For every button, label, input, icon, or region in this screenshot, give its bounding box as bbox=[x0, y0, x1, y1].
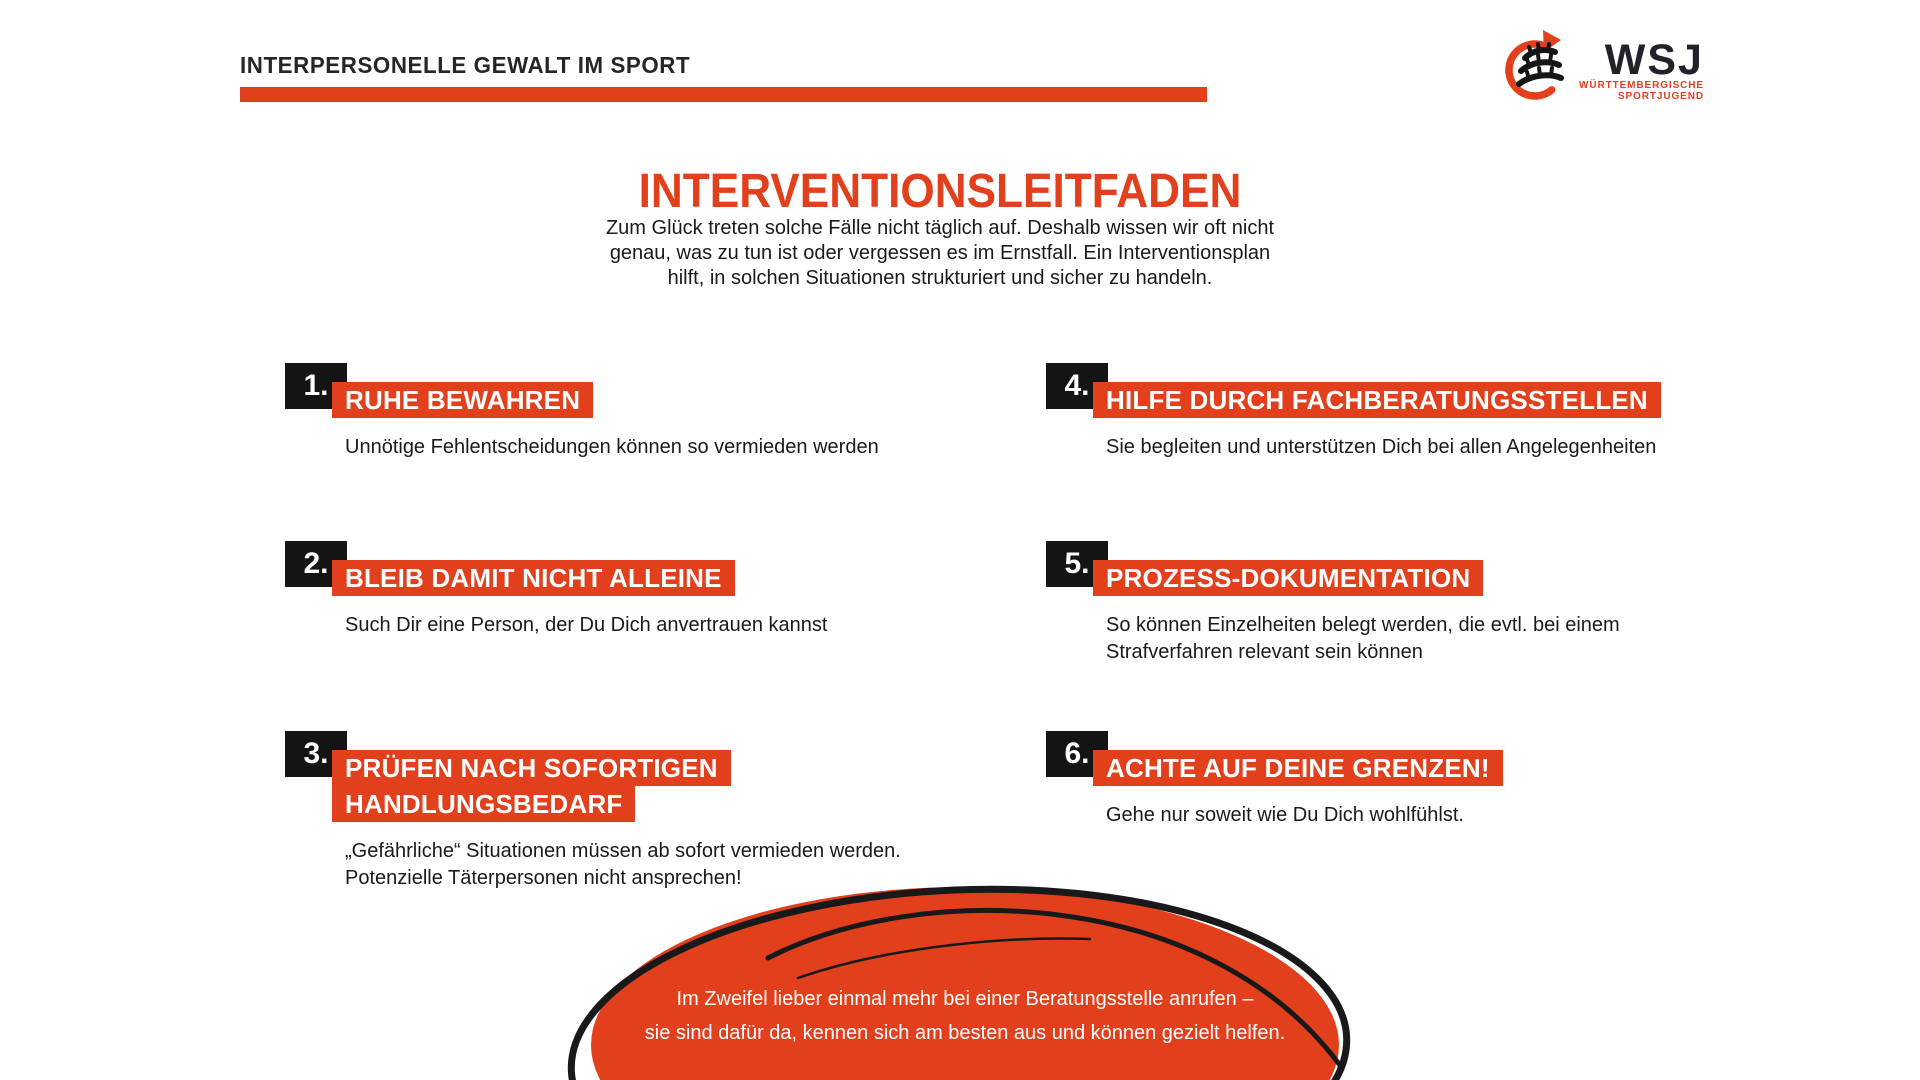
wsj-org-line1: WÜRTTEMBERGISCHE bbox=[1579, 80, 1704, 91]
step-5-body-line-1: So können Einzelheiten belegt werden, die evtl. bei einem bbox=[1106, 614, 1620, 636]
callout-line-1: Im Zweifel lieber einmal mehr bei einer Beratungsstelle anrufen – bbox=[676, 988, 1254, 1010]
step-5-heading: PROZESS-DOKUMENTATION bbox=[1093, 560, 1483, 596]
header-accent-rule bbox=[240, 87, 1207, 102]
step-5-body bbox=[1106, 612, 1620, 666]
step-1-body bbox=[345, 434, 879, 461]
step-6-heading: ACHTE AUF DEINE GRENZEN! bbox=[1093, 750, 1503, 786]
wsj-antler-swirl-icon bbox=[1503, 26, 1573, 106]
step-3-body bbox=[345, 838, 901, 892]
step-6-body-line-1: Gehe nur soweit wie Du Dich wohlfühlst. bbox=[1106, 804, 1464, 826]
step-6-number: 6. bbox=[1064, 737, 1090, 770]
step-2-body bbox=[345, 612, 827, 639]
step-3-number: 3. bbox=[303, 737, 329, 770]
intro-paragraph bbox=[540, 216, 1340, 291]
step-4-heading: HILFE DURCH FACHBERATUNGSSTELLEN bbox=[1093, 382, 1661, 418]
step-4-body bbox=[1106, 434, 1661, 461]
step-6 bbox=[1046, 731, 1503, 829]
step-1-body-line-1: Unnötige Fehlentscheidungen können so vermieden werden bbox=[345, 436, 879, 458]
step-2-number: 2. bbox=[303, 547, 329, 580]
step-3 bbox=[285, 731, 901, 892]
step-6-body bbox=[1106, 802, 1503, 829]
step-4-body-line-1: Sie begleiten und unterstützen Dich bei allen Angelegenheiten bbox=[1106, 436, 1657, 458]
step-1-heading: RUHE BEWAHREN bbox=[332, 382, 593, 418]
wsj-org-line2: SPORTJUGEND bbox=[1617, 91, 1704, 102]
callout-line-2: sie sind dafür da, kennen sich am besten aus und können gezielt helfen. bbox=[644, 1022, 1286, 1044]
step-5-number: 5. bbox=[1064, 547, 1090, 580]
intro-line-1: Zum Glück treten solche Fälle nicht täglich auf. Deshalb wissen wir oft nicht bbox=[605, 217, 1275, 239]
step-3-heading-line-1: PRÜFEN NACH SOFORTIGEN bbox=[332, 750, 731, 786]
step-5 bbox=[1046, 541, 1620, 666]
page-kicker: INTERPERSONELLE GEWALT IM SPORT bbox=[240, 52, 691, 78]
step-4-number: 4. bbox=[1064, 369, 1090, 402]
page-title: INTERVENTIONSLEITFADEN bbox=[638, 165, 1242, 218]
step-2 bbox=[285, 541, 827, 639]
wsj-acronym: WSJ bbox=[1604, 36, 1704, 84]
step-2-body-line-1: Such Dir eine Person, der Du Dich anvertrauen kannst bbox=[345, 614, 828, 636]
step-4 bbox=[1046, 363, 1661, 461]
callout-text bbox=[425, 982, 1505, 1050]
wsj-logo-text bbox=[1579, 36, 1704, 102]
step-1 bbox=[285, 363, 879, 461]
step-3-body-line-2: Potenzielle Täterpersonen nicht ansprechen! bbox=[345, 867, 742, 889]
step-2-heading: BLEIB DAMIT NICHT ALLEINE bbox=[332, 560, 735, 596]
step-1-number: 1. bbox=[303, 369, 329, 402]
step-5-body-line-2: Strafverfahren relevant sein können bbox=[1106, 641, 1423, 663]
step-3-heading-line-2: HANDLUNGSBEDARF bbox=[332, 786, 635, 822]
intro-line-2: genau, was zu tun ist oder vergessen es im Ernstfall. Ein Interventionsplan bbox=[609, 242, 1271, 264]
wsj-logo bbox=[1503, 26, 1704, 106]
intro-line-3: hilft, in solchen Situationen strukturiert und sicher zu handeln. bbox=[667, 267, 1213, 289]
step-3-body-line-1: „Gefährliche“ Situationen müssen ab sofort vermieden werden. bbox=[345, 840, 901, 862]
